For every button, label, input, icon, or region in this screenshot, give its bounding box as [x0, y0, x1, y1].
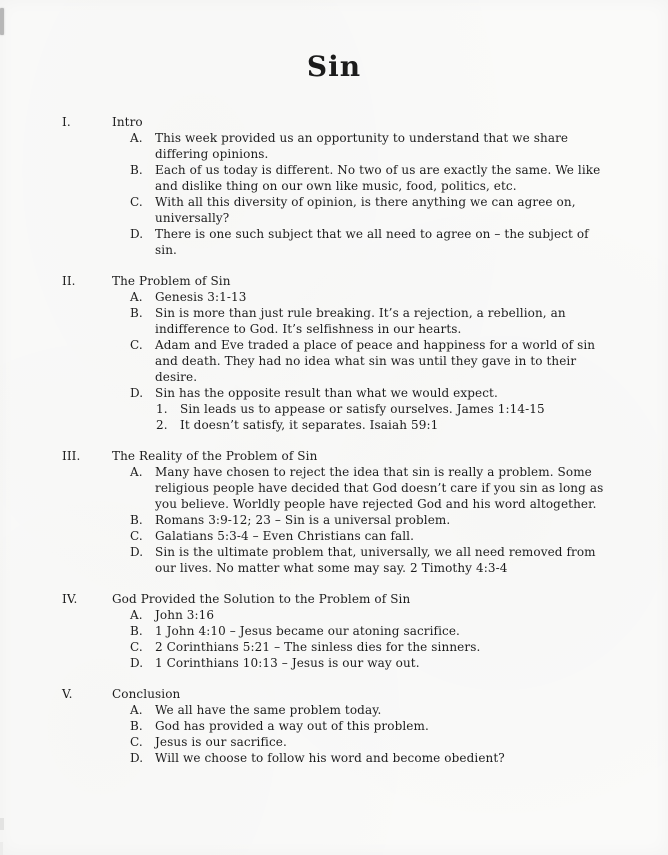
outline-item	[0, 194, 668, 226]
outline-item	[0, 702, 668, 718]
item-text: 1 Corinthians 10:13 – Jesus is our way out.	[155, 656, 420, 670]
item-text: Sin has the opposite result than what we would expect.	[155, 386, 498, 400]
item-text: There is one such subject that we all need to agree on – the subject of sin.	[155, 227, 589, 257]
item-text: God has provided a way out of this problem.	[155, 719, 429, 733]
outline-section	[0, 114, 668, 258]
outline-item	[0, 639, 668, 655]
outline-item	[0, 528, 668, 544]
item-label: B.	[130, 719, 143, 733]
item-label: A.	[130, 290, 143, 304]
section-heading: Conclusion	[112, 687, 181, 701]
outline-item	[0, 289, 668, 305]
item-label: D.	[130, 386, 144, 400]
section-numeral: IV.	[62, 592, 78, 606]
item-text: This week provided us an opportunity to understand that we share differing opinions.	[155, 131, 569, 161]
item-label: C.	[130, 195, 143, 209]
item-text: John 3:16	[155, 608, 215, 622]
outline-item	[0, 305, 668, 337]
outline-item	[0, 385, 668, 401]
outline-item	[0, 512, 668, 528]
outline-section	[0, 448, 668, 576]
outline-section	[0, 273, 668, 433]
outline-item	[0, 607, 668, 623]
section-heading: The Problem of Sin	[112, 274, 231, 288]
section-header	[0, 448, 668, 464]
sermon-outline	[0, 114, 668, 766]
section-numeral: V.	[62, 687, 73, 701]
item-label: D.	[130, 751, 144, 765]
item-text: Adam and Eve traded a place of peace and happiness for a world of sin and death. They had no idea what sin was until they gave in to their desire.	[155, 338, 596, 384]
item-label: D.	[130, 545, 144, 559]
section-header	[0, 273, 668, 289]
section-numeral: II.	[62, 274, 76, 288]
section-heading: The Reality of the Problem of Sin	[112, 449, 318, 463]
scan-artifact-bottom-left	[0, 842, 3, 855]
item-label: D.	[130, 656, 144, 670]
item-label: C.	[130, 735, 143, 749]
item-label: B.	[130, 163, 143, 177]
outline-item	[0, 750, 668, 766]
item-text: Each of us today is different. No two of us are exactly the same. We like and dislike thing on our own like music, food, politics, etc.	[155, 163, 601, 193]
item-label: B.	[130, 513, 143, 527]
outline-item	[0, 655, 668, 671]
outline-item	[0, 544, 668, 576]
item-label: D.	[130, 227, 144, 241]
subitem-text: It doesn’t satisfy, it separates. Isaiah 59:1	[180, 418, 439, 432]
section-header	[0, 686, 668, 702]
item-text: Sin is the ultimate problem that, universally, we all need removed from our lives. No matter what some may say. 2 Timothy 4:3-4	[155, 545, 596, 575]
item-text: Many have chosen to reject the idea that sin is really a problem. Some religious people have decided that God doesn’t care if you sin as long as you believe. Worldly people have rejected God and his word altogether.	[155, 465, 604, 511]
item-label: C.	[130, 640, 143, 654]
outline-item	[0, 130, 668, 162]
page-title: Sin	[306, 50, 362, 83]
item-text: With all this diversity of opinion, is there anything we can agree on, universally?	[155, 195, 576, 225]
subitem-text: Sin leads us to appease or satisfy ourselves. James 1:14-15	[180, 402, 545, 416]
outline-section	[0, 686, 668, 766]
section-heading: God Provided the Solution to the Problem of Sin	[112, 592, 411, 606]
item-text: Will we choose to follow his word and become obedient?	[155, 751, 505, 765]
item-label: C.	[130, 529, 143, 543]
outline-item	[0, 226, 668, 258]
subitem-label: 1.	[156, 402, 168, 416]
item-text: Romans 3:9-12; 23 – Sin is a universal problem.	[155, 513, 451, 527]
section-numeral: III.	[62, 449, 81, 463]
item-label: A.	[130, 608, 143, 622]
item-text: Genesis 3:1-13	[155, 290, 247, 304]
section-numeral: I.	[62, 115, 71, 129]
section-header	[0, 114, 668, 130]
subitem-label: 2.	[156, 418, 168, 432]
outline-item	[0, 162, 668, 194]
item-text: We all have the same problem today.	[155, 703, 382, 717]
outline-subitem	[0, 401, 668, 417]
outline-item	[0, 623, 668, 639]
scan-artifact-mid-bottom-left	[0, 818, 4, 830]
outline-item	[0, 718, 668, 734]
section-heading: Intro	[112, 115, 143, 129]
outline-section	[0, 591, 668, 671]
item-label: C.	[130, 338, 143, 352]
section-header	[0, 591, 668, 607]
item-text: 2 Corinthians 5:21 – The sinless dies for the sinners.	[155, 640, 481, 654]
item-label: A.	[130, 703, 143, 717]
item-label: A.	[130, 465, 143, 479]
item-label: B.	[130, 306, 143, 320]
outline-item	[0, 337, 668, 385]
item-label: A.	[130, 131, 143, 145]
item-text: Sin is more than just rule breaking. It’s a rejection, a rebellion, an indifference to God. It’s selfishness in our hearts.	[155, 306, 566, 336]
item-text: Galatians 5:3-4 – Even Christians can fall.	[155, 529, 415, 543]
outline-subitem	[0, 417, 668, 433]
item-text: 1 John 4:10 – Jesus became our atoning sacrifice.	[155, 624, 460, 638]
outline-item	[0, 464, 668, 512]
item-text: Jesus is our sacrifice.	[155, 735, 287, 749]
outline-item	[0, 734, 668, 750]
item-label: B.	[130, 624, 143, 638]
